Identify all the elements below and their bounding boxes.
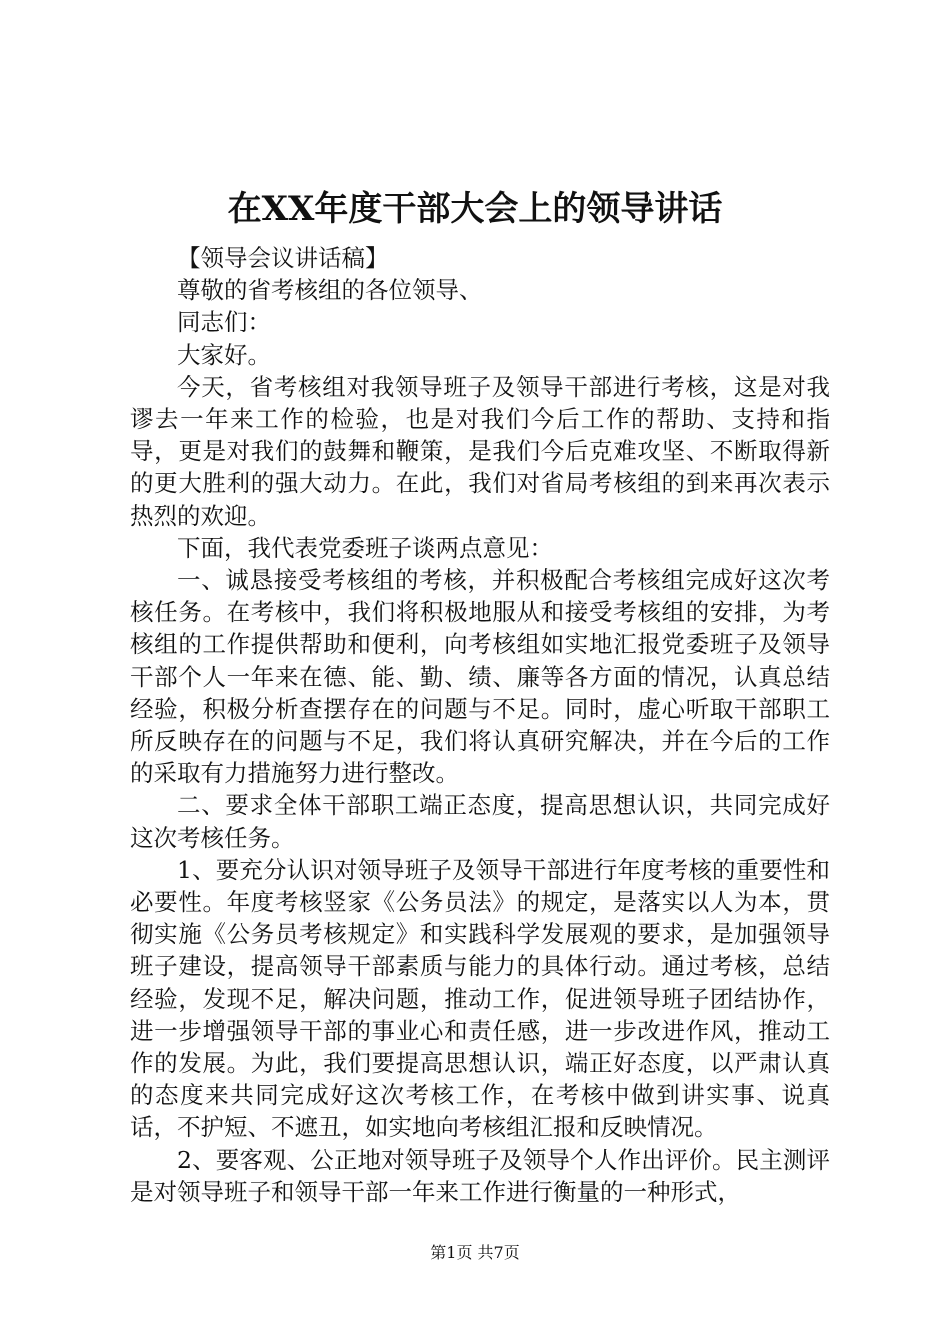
paragraph-transition: 下面，我代表党委班子谈两点意见： [177, 533, 553, 562]
paragraph-category: 【领导会议讲话稿】 [177, 244, 389, 272]
document-title: 在XX年度干部大会上的领导讲话 [227, 189, 723, 229]
document-body [130, 242, 830, 1208]
paragraph-point-2: 二、要求全体干部职工端正态度，提高思想认识，共同完成好这次考核任务。 [130, 791, 830, 852]
paragraph-item-2: 2、要客观、公正地对领导班子及领导个人作出评价。民主测评是对领导班子和领导干部一年来工作进行衡量的一种形式， [130, 1145, 830, 1206]
paragraph-intro: 今天，省考核组对我领导班子及领导干部进行考核，这是对我谬去一年来工作的检验，也是对我们今后工作的帮助、支持和指导，更是对我们的鼓舞和鞭策，是我们今后克难攻坚、不断取得新的更大胜利的强大动力。在此，我们对省局考核组的到来再次表示热烈的欢迎。 [130, 372, 830, 530]
page-footer: 第1页 共7页 [430, 1243, 520, 1262]
paragraph-salutation-2: 同志们： [177, 308, 271, 337]
paragraph-salutation: 尊敬的省考核组的各位领导、 [177, 276, 483, 305]
paragraph-point-1: 一、诚恳接受考核组的考核，并积极配合考核组完成好这次考核任务。在考核中，我们将积极地服从和接受考核组的安排，为考核组的工作提供帮助和便利，向考核组如实地汇报党委班子及领导干部个人一年来在德、能、勤、绩、廉等各方面的情况，认真总结经验，积极分析查摆存在的问题与不足。同时，虚心听取干部职工所反映存在的问题与不足，我们将认真研究解决，并在今后的工作的采取有力措施努力进行整改。 [130, 566, 830, 788]
paragraph-item-1: 1、要充分认识对领导班子及领导干部进行年度考核的重要性和必要性。年度考核竖家《公务员法》的规定，是落实以人为本，贯彻实施《公务员考核规定》和实践科学发展观的要求，是加强领导班子建设，提高领导干部素质与能力的具体行动。通过考核，总结经验，发现不足，解决问题，推动工作，促进领导班子团结协作，进一步增强领导干部的事业心和责任感，进一步改进作风，推动工作的发展。为此，我们要提高思想认识，端正好态度，以严肃认真的态度来共同完成好这次考核工作，在考核中做到讲实事、说真话，不护短、不遮丑，如实地向考核组汇报和反映情况。 [130, 855, 830, 1142]
paragraph-greeting: 大家好。 [177, 340, 271, 369]
